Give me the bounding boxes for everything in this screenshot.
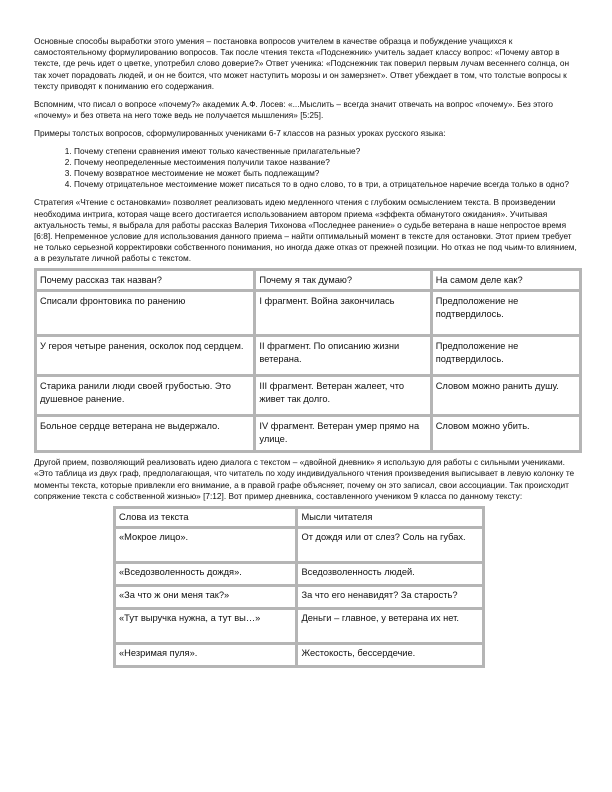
paragraph-double-diary: Другой прием, позволяющий реализовать идею диалога с текстом – «двойной дневник» я использую для работы с сильными учениками. «Это таблица из двух граф, предполагающая, что читатель по ходу индивидуального чтения произведения выписывает в левую колонку те моменты текста, которые привлекли его внимание, а в правой графе объясняет, почему он это записал, свои ассоциации. Так происходит сопряжение текста с собственной жизнью» [7:12]. Вот пример дневника, составленного учеником 9 класса по данному тексту: — [34, 457, 575, 501]
table-cell: Больное сердце ветерана не выдержало. — [37, 417, 253, 450]
table-header-cell: Слова из текста — [116, 509, 295, 526]
table-cell: За что его ненавидят? За старость? — [298, 587, 482, 607]
table-cell: У героя четыре ранения, осколок под сердцем. — [37, 337, 253, 374]
table-row — [116, 564, 482, 584]
paragraph-question-methods: Основные способы выработки этого умения – постановка вопросов учителем в качестве образца и побуждение учащихся к самостоятельному формулированию вопросов. Так после чтения текста «Подснежник» учитель задает классу вопрос: «Почему автор в тексте, где речь идет о цветке, употребил слово доверие?» Ответ ученика: «Подснежник так поверил первым лучам весеннего солнца, он так хочет порадовать людей, и он не боится, что может наступить морозы и он замерзнет». Ответ убеждает в том, что толстые вопросы к тексту приводят к пониманию его содержания. — [34, 36, 570, 91]
table-cell: Предположение не подтвердилось. — [433, 292, 579, 334]
table-header-cell: Мысли читателя — [298, 509, 482, 526]
table-cell: Словом можно убить. — [433, 417, 579, 450]
table-cell: «Вседозволенность дождя». — [116, 564, 295, 584]
list-item: 3. Почему возвратное местоимение не может быть подлежащим? — [74, 168, 582, 179]
table-row — [116, 610, 482, 642]
table-row — [116, 529, 482, 561]
reading-stops-table — [34, 268, 582, 454]
table-row — [37, 292, 579, 334]
paragraph-examples-intro: Примеры толстых вопросов, сформулированных учениками 6-7 классов на разных уроках русского языка: — [34, 128, 446, 139]
table-cell: I фрагмент. Война закончилась — [256, 292, 429, 334]
table-header-row — [116, 509, 482, 526]
double-diary-table — [113, 506, 485, 668]
table-header-cell: Почему я так думаю? — [256, 271, 429, 290]
table-cell: Старика ранили люди своей грубостью. Это душевное ранение. — [37, 377, 253, 414]
table-cell: «Незримая пуля». — [116, 645, 295, 665]
table-header-row — [37, 271, 579, 290]
table-row — [37, 377, 579, 414]
list-item: 4. Почему отрицательное местоимение может писаться то в одно слово, то в три, а отрицательное наречие всегда только в одно? — [74, 179, 582, 190]
table-cell: «Тут выручка нужна, а тут вы…» — [116, 610, 295, 642]
document-page — [34, 36, 582, 668]
thick-questions-list — [34, 146, 582, 191]
table-cell: От дождя или от слез? Соль на губах. — [298, 529, 482, 561]
table-cell: Деньги – главное, у ветерана их нет. — [298, 610, 482, 642]
list-item: 1. Почему степени сравнения имеют только качественные прилагательные? — [74, 146, 582, 157]
table-row — [116, 645, 482, 665]
table-cell: Словом можно ранить душу. — [433, 377, 579, 414]
paragraph-reading-with-stops: Стратегия «Чтение с остановками» позволяет реализовать идею медленного чтения с глубоким осмыслением текста. В произведении необходима интрига, которая чаще всего достигается использованием автором приема «эффекта обманутого ожидания». Учитывая актуальность темы, я выбрала для работы рассказ Валерия Тихонова «Последнее ранение» о судьбе ветерана в наше непростое время [6:8]. Непременное условие для использования данного приема – найти оптимальный момент в тексте для остановки. Этот прием требует не только серьезной корректировки собственного понимания, но иногда даже отказ от прежней позиции. Но отказ не под чьим-то влиянием, а в результате личной работы с текстом. — [34, 197, 577, 264]
list-item: 2. Почему неопределенные местоимения получили такое название? — [74, 157, 582, 168]
table-row — [37, 417, 579, 450]
table-cell: II фрагмент. По описанию жизни ветерана. — [256, 337, 429, 374]
table-row — [37, 337, 579, 374]
table-cell: «Мокрое лицо». — [116, 529, 295, 561]
table-cell: IV фрагмент. Ветеран умер прямо на улице. — [256, 417, 429, 450]
table-header-cell: Почему рассказ так назван? — [37, 271, 253, 290]
paragraph-losev-quote: Вспомним, что писал о вопросе «почему?» академик А.Ф. Лосев: «...Мыслить – всегда значит отвечать на вопрос «почему». Без этого «почему» и без ответа на него тоже ведь не получается мышления» [5:25]. — [34, 99, 553, 121]
table-header-cell: На самом деле как? — [433, 271, 579, 290]
table-row — [116, 587, 482, 607]
table-cell: Предположение не подтвердилось. — [433, 337, 579, 374]
table-cell: Списали фронтовика по ранению — [37, 292, 253, 334]
table-cell: Вседозволенность людей. — [298, 564, 482, 584]
table-cell: Жестокость, бессердечие. — [298, 645, 482, 665]
table-cell: «За что ж они меня так?» — [116, 587, 295, 607]
table-cell: III фрагмент. Ветеран жалеет, что живет так долго. — [256, 377, 429, 414]
